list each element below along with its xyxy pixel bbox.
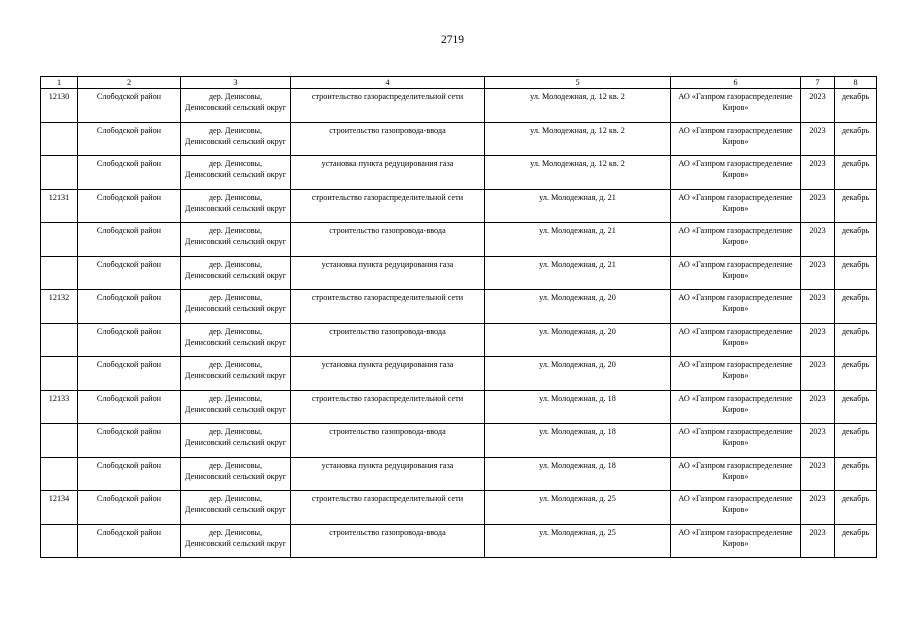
cell-month <box>835 189 877 223</box>
table-row <box>41 122 877 156</box>
cell-month <box>835 357 877 391</box>
cell-organization <box>671 223 801 257</box>
cell-locality-text: дер. Денисовы, <box>208 226 263 235</box>
cell-locality-text: дер. Денисовы, <box>208 326 263 336</box>
table-row <box>41 424 877 458</box>
cell-month <box>835 524 877 558</box>
cell-organization-text: Киров» <box>722 538 749 548</box>
cell-month-text: декабрь <box>841 259 870 269</box>
cell-locality <box>181 357 291 391</box>
cell-month <box>835 457 877 491</box>
cell-organization-text: Киров» <box>722 136 749 146</box>
cell-year-text: 2023 <box>809 360 826 369</box>
cell-organization-text: Киров» <box>722 270 749 280</box>
cell-year-text: 2023 <box>809 259 826 269</box>
cell-district-text: Слободской район <box>96 360 162 369</box>
cell-month-text: декабрь <box>841 125 870 135</box>
cell-organization-text: АО «Газпром газораспределение <box>678 326 793 336</box>
cell-month <box>835 424 877 458</box>
cell-locality <box>181 390 291 424</box>
cell-work-text: строительство газопровода-ввода <box>329 125 446 135</box>
cell-locality-text: Денисовский сельский округ <box>184 505 287 514</box>
column-number-2: 2 <box>78 77 181 89</box>
cell-district <box>78 357 181 391</box>
cell-number <box>41 89 78 123</box>
cell-address <box>485 323 671 357</box>
cell-district <box>78 290 181 324</box>
cell-district <box>78 156 181 190</box>
cell-month <box>835 89 877 123</box>
cell-address-text: ул. Молодежная, д. 18 <box>539 427 616 436</box>
cell-locality <box>181 223 291 257</box>
cell-organization-text: Киров» <box>722 371 749 380</box>
cell-locality <box>181 457 291 491</box>
cell-address-text: ул. Молодежная, д. 12 кв. 2 <box>530 159 625 168</box>
cell-locality-text: дер. Денисовы, <box>208 494 263 503</box>
table-row <box>41 491 877 525</box>
column-number-6: 6 <box>671 77 801 89</box>
cell-locality-text: Денисовский сельский округ <box>184 404 287 414</box>
cell-organization-text: АО «Газпром газораспределение <box>678 393 793 403</box>
cell-organization-text: АО «Газпром газораспределение <box>678 494 793 503</box>
cell-number-text: 12134 <box>48 494 70 503</box>
cell-year <box>801 457 835 491</box>
cell-locality-text: дер. Денисовы, <box>208 393 263 403</box>
cell-locality-text: Денисовский сельский округ <box>184 538 287 548</box>
cell-address-text: ул. Молодежная, д. 20 <box>539 360 616 369</box>
cell-address <box>485 357 671 391</box>
cell-locality-text: Денисовский сельский округ <box>184 136 287 146</box>
cell-work <box>291 491 485 525</box>
cell-work <box>291 424 485 458</box>
column-number-5: 5 <box>485 77 671 89</box>
cell-year-text: 2023 <box>809 527 826 537</box>
cell-number-text: 12130 <box>48 92 70 101</box>
cell-work-text: строительство газопровода-ввода <box>329 226 446 235</box>
table-row <box>41 290 877 324</box>
cell-address <box>485 223 671 257</box>
cell-district <box>78 323 181 357</box>
cell-locality <box>181 290 291 324</box>
cell-address <box>485 424 671 458</box>
cell-address <box>485 390 671 424</box>
cell-locality <box>181 256 291 290</box>
cell-number <box>41 189 78 223</box>
cell-month-text: декабрь <box>841 460 870 470</box>
cell-month <box>835 323 877 357</box>
cell-locality-text: дер. Денисовы, <box>208 293 263 302</box>
cell-organization-text: Киров» <box>722 404 749 414</box>
cell-year <box>801 491 835 525</box>
cell-locality <box>181 156 291 190</box>
cell-organization-text: Киров» <box>722 203 749 213</box>
cell-district-text: Слободской район <box>96 494 162 503</box>
cell-work <box>291 189 485 223</box>
table-row <box>41 323 877 357</box>
cell-locality-text: Денисовский сельский округ <box>184 237 287 246</box>
column-number-3: 3 <box>181 77 291 89</box>
cell-locality-text: Денисовский сельский округ <box>184 270 287 280</box>
cell-number-text: 12132 <box>48 293 70 302</box>
table-row <box>41 256 877 290</box>
cell-organization-text: АО «Газпром газораспределение <box>678 360 793 369</box>
cell-address-text: ул. Молодежная, д. 12 кв. 2 <box>530 125 625 135</box>
cell-month-text: декабрь <box>841 226 870 235</box>
column-number-4: 4 <box>291 77 485 89</box>
cell-number <box>41 457 78 491</box>
cell-work-text: строительство газопровода-ввода <box>329 427 446 436</box>
cell-work <box>291 223 485 257</box>
cell-organization-text: Киров» <box>722 471 749 481</box>
cell-locality-text: Денисовский сельский округ <box>184 304 287 313</box>
cell-district-text: Слободской район <box>96 326 162 336</box>
cell-organization-text: АО «Газпром газораспределение <box>678 427 793 436</box>
cell-work-text: установка пункта редуцирования газа <box>321 360 454 369</box>
cell-organization <box>671 256 801 290</box>
cell-work-text: установка пункта редуцирования газа <box>321 259 454 269</box>
cell-locality-text: Денисовский сельский округ <box>184 170 287 179</box>
cell-address <box>485 122 671 156</box>
cell-district <box>78 457 181 491</box>
cell-year <box>801 256 835 290</box>
cell-month-text: декабрь <box>841 293 870 302</box>
cell-year <box>801 357 835 391</box>
cell-locality <box>181 122 291 156</box>
cell-district <box>78 89 181 123</box>
cell-year-text: 2023 <box>809 494 826 503</box>
cell-address <box>485 189 671 223</box>
cell-work-text: строительство газораспределительной сети <box>311 494 464 503</box>
table-row <box>41 189 877 223</box>
cell-district-text: Слободской район <box>96 192 162 202</box>
cell-year <box>801 424 835 458</box>
cell-work-text: строительство газораспределительной сети <box>311 393 464 403</box>
cell-year-text: 2023 <box>809 92 826 101</box>
cell-month <box>835 290 877 324</box>
cell-locality <box>181 189 291 223</box>
cell-district-text: Слободской район <box>96 427 162 436</box>
cell-organization-text: АО «Газпром газораспределение <box>678 125 793 135</box>
cell-work-text: установка пункта редуцирования газа <box>321 460 454 470</box>
cell-year-text: 2023 <box>809 326 826 336</box>
cell-district <box>78 390 181 424</box>
cell-address-text: ул. Молодежная, д. 12 кв. 2 <box>530 92 625 101</box>
cell-address <box>485 524 671 558</box>
cell-district-text: Слободской район <box>96 226 162 235</box>
cell-month-text: декабрь <box>841 192 870 202</box>
cell-year <box>801 390 835 424</box>
cell-organization-text: АО «Газпром газораспределение <box>678 527 793 537</box>
cell-number <box>41 357 78 391</box>
cell-month-text: декабрь <box>841 527 870 537</box>
cell-number <box>41 424 78 458</box>
cell-year-text: 2023 <box>809 159 826 168</box>
cell-organization <box>671 89 801 123</box>
cell-organization-text: АО «Газпром газораспределение <box>678 159 793 168</box>
cell-year-text: 2023 <box>809 125 826 135</box>
cell-district-text: Слободской район <box>96 259 162 269</box>
cell-year-text: 2023 <box>809 226 826 235</box>
cell-district <box>78 223 181 257</box>
cell-address-text: ул. Молодежная, д. 20 <box>539 326 616 336</box>
cell-work <box>291 524 485 558</box>
cell-work-text: строительство газопровода-ввода <box>329 326 446 336</box>
cell-address-text: ул. Молодежная, д. 20 <box>539 293 616 302</box>
cell-organization <box>671 357 801 391</box>
cell-district <box>78 189 181 223</box>
cell-year <box>801 223 835 257</box>
column-number-7: 7 <box>801 77 835 89</box>
cell-address <box>485 457 671 491</box>
page-number: 2719 <box>441 34 464 46</box>
cell-month-text: декабрь <box>841 393 870 403</box>
cell-organization-text: Киров» <box>722 103 749 112</box>
cell-year-text: 2023 <box>809 427 826 436</box>
cell-locality-text: дер. Денисовы, <box>208 125 263 135</box>
cell-address <box>485 156 671 190</box>
cell-organization-text: АО «Газпром газораспределение <box>678 460 793 470</box>
cell-organization-text: АО «Газпром газораспределение <box>678 192 793 202</box>
cell-locality-text: Денисовский сельский округ <box>184 471 287 481</box>
cell-locality-text: дер. Денисовы, <box>208 92 263 101</box>
cell-month-text: декабрь <box>841 92 870 101</box>
cell-locality <box>181 424 291 458</box>
cell-year-text: 2023 <box>809 460 826 470</box>
cell-year <box>801 323 835 357</box>
cell-district <box>78 524 181 558</box>
cell-work <box>291 357 485 391</box>
table-row <box>41 223 877 257</box>
cell-organization-text: Киров» <box>722 438 749 447</box>
cell-number <box>41 323 78 357</box>
cell-month <box>835 491 877 525</box>
table-row <box>41 156 877 190</box>
cell-work-text: установка пункта редуцирования газа <box>321 159 454 168</box>
column-number-1: 1 <box>41 77 78 89</box>
cell-locality-text: Денисовский сельский округ <box>184 203 287 213</box>
cell-number-text: 12133 <box>48 393 70 403</box>
cell-year <box>801 122 835 156</box>
table-row <box>41 89 877 123</box>
cell-address-text: ул. Молодежная, д. 18 <box>539 393 616 403</box>
cell-district-text: Слободской район <box>96 527 162 537</box>
cell-month <box>835 256 877 290</box>
cell-locality <box>181 323 291 357</box>
cell-work-text: строительство газопровода-ввода <box>329 527 446 537</box>
cell-address <box>485 256 671 290</box>
table-row <box>41 357 877 391</box>
cell-year <box>801 189 835 223</box>
cell-organization <box>671 390 801 424</box>
cell-month <box>835 223 877 257</box>
cell-work <box>291 122 485 156</box>
cell-address-text: ул. Молодежная, д. 25 <box>539 527 616 537</box>
column-number-8: 8 <box>835 77 877 89</box>
table-header-row <box>41 77 877 89</box>
cell-work <box>291 156 485 190</box>
cell-locality-text: Денисовский сельский округ <box>184 103 287 112</box>
cell-locality <box>181 524 291 558</box>
document-table <box>40 76 877 558</box>
table-body <box>41 77 877 558</box>
cell-organization-text: АО «Газпром газораспределение <box>678 226 793 235</box>
cell-locality-text: дер. Денисовы, <box>208 259 263 269</box>
cell-district-text: Слободской район <box>96 460 162 470</box>
cell-address-text: ул. Молодежная, д. 21 <box>539 259 616 269</box>
cell-locality-text: Денисовский сельский округ <box>184 438 287 447</box>
cell-organization <box>671 323 801 357</box>
cell-locality <box>181 89 291 123</box>
cell-locality-text: дер. Денисовы, <box>208 460 263 470</box>
cell-month-text: декабрь <box>841 494 870 503</box>
cell-work <box>291 390 485 424</box>
cell-district-text: Слободской район <box>96 125 162 135</box>
cell-work <box>291 457 485 491</box>
cell-year <box>801 290 835 324</box>
cell-year-text: 2023 <box>809 192 826 202</box>
cell-year-text: 2023 <box>809 393 826 403</box>
cell-organization <box>671 457 801 491</box>
cell-month-text: декабрь <box>841 360 870 369</box>
cell-number <box>41 491 78 525</box>
cell-organization-text: АО «Газпром газораспределение <box>678 92 793 101</box>
cell-year-text: 2023 <box>809 293 826 302</box>
cell-district-text: Слободской район <box>96 293 162 302</box>
cell-organization <box>671 156 801 190</box>
cell-address <box>485 290 671 324</box>
cell-locality-text: дер. Денисовы, <box>208 159 263 168</box>
cell-locality-text: Денисовский сельский округ <box>184 371 287 380</box>
cell-number-text: 12131 <box>48 192 70 202</box>
cell-number <box>41 156 78 190</box>
cell-address <box>485 89 671 123</box>
table-row <box>41 457 877 491</box>
cell-work-text: строительство газораспределительной сети <box>311 192 464 202</box>
cell-organization <box>671 524 801 558</box>
cell-district-text: Слободской район <box>96 393 162 403</box>
cell-organization-text: Киров» <box>722 304 749 313</box>
cell-organization <box>671 424 801 458</box>
cell-number <box>41 256 78 290</box>
cell-number <box>41 290 78 324</box>
cell-organization-text: Киров» <box>722 237 749 246</box>
cell-month-text: декабрь <box>841 326 870 336</box>
cell-number <box>41 390 78 424</box>
cell-work <box>291 290 485 324</box>
cell-organization <box>671 122 801 156</box>
cell-number <box>41 524 78 558</box>
cell-address-text: ул. Молодежная, д. 21 <box>539 226 616 235</box>
cell-work <box>291 323 485 357</box>
cell-organization-text: Киров» <box>722 505 749 514</box>
cell-work <box>291 89 485 123</box>
cell-locality-text: Денисовский сельский округ <box>184 337 287 347</box>
cell-number <box>41 122 78 156</box>
cell-organization-text: Киров» <box>722 170 749 179</box>
cell-work-text: строительство газораспределительной сети <box>311 293 464 302</box>
cell-address-text: ул. Молодежная, д. 18 <box>539 460 616 470</box>
cell-year <box>801 89 835 123</box>
cell-month <box>835 156 877 190</box>
cell-locality-text: дер. Денисовы, <box>208 527 263 537</box>
cell-organization <box>671 290 801 324</box>
cell-locality <box>181 491 291 525</box>
cell-month-text: декабрь <box>841 159 870 168</box>
cell-locality-text: дер. Денисовы, <box>208 192 263 202</box>
cell-organization <box>671 189 801 223</box>
cell-district <box>78 256 181 290</box>
cell-locality-text: дер. Денисовы, <box>208 427 263 436</box>
cell-year <box>801 156 835 190</box>
cell-month-text: декабрь <box>841 427 870 436</box>
cell-address <box>485 491 671 525</box>
cell-district <box>78 122 181 156</box>
cell-address-text: ул. Молодежная, д. 21 <box>539 192 616 202</box>
cell-organization <box>671 491 801 525</box>
table-row <box>41 390 877 424</box>
cell-district <box>78 491 181 525</box>
cell-organization-text: АО «Газпром газораспределение <box>678 293 793 302</box>
cell-district-text: Слободской район <box>96 159 162 168</box>
cell-year <box>801 524 835 558</box>
cell-month <box>835 390 877 424</box>
cell-number <box>41 223 78 257</box>
cell-organization-text: АО «Газпром газораспределение <box>678 259 793 269</box>
cell-district-text: Слободской район <box>96 92 162 101</box>
cell-month <box>835 122 877 156</box>
cell-work <box>291 256 485 290</box>
cell-address-text: ул. Молодежная, д. 25 <box>539 494 616 503</box>
cell-locality-text: дер. Денисовы, <box>208 360 263 369</box>
cell-district <box>78 424 181 458</box>
table-row <box>41 524 877 558</box>
cell-organization-text: Киров» <box>722 337 749 347</box>
cell-work-text: строительство газораспределительной сети <box>311 92 464 101</box>
